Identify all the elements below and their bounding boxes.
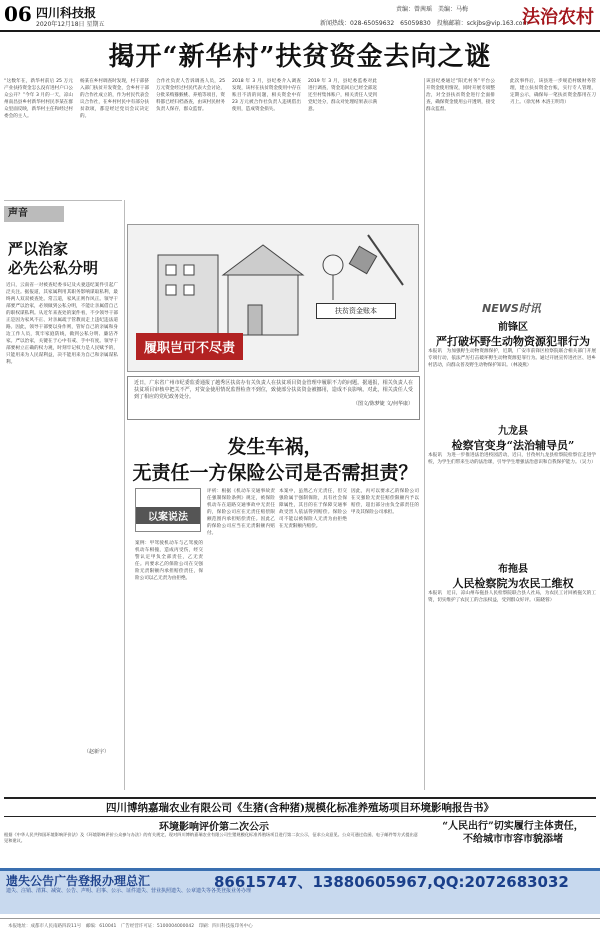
news-sub: 前锋区 bbox=[498, 322, 528, 333]
lead-column: “这数年在，新华村前后 25 万元产业扶持资金怎么没有进村户口公众公开？”今年 3 月的一天，凉山州南昌县乡村新华村村民李某在群众里面反映，新华村主任和经过村委会的主人。 bbox=[4, 79, 73, 119]
lead-column: 2019 年 3 月，县纪委监委对此进行调查，资金追回后已经全部返还至村集体账户，相关责任人受到党纪处分，群众对处理结果表示满意。 bbox=[308, 79, 377, 112]
lead-column-right: 此次事件后，该县进一步规范村级财务管理，建立扶贫资金台账，实行专人管理，定期公示，确保每一笔扶贫资金都用在刀刃上。（徐光林 木洛王明奇） bbox=[510, 79, 596, 105]
commentary-badge: 声音 bbox=[4, 206, 64, 222]
news-title: 检察官变身“法治辅导员” bbox=[451, 439, 575, 452]
issue-date: 2020年12月18日 星期五 bbox=[36, 21, 105, 28]
lead-column: 2018 年 3 月，县纪委介入调查发现，该村在扶贫资金使用中存在账目不清的问题，相关资金中有 23 万元被合作社负责人违规借出使用，造成资金损失。 bbox=[232, 79, 301, 112]
ad-title: 遗失公告广告登报办理总汇 bbox=[6, 874, 151, 888]
lead-column: 该县纪委通过“阳光村务”平台公开资金使用情况，同时开展专项整治，对全县扶贫资金进行全面排查，确保资金使用公开透明，接受群众监督。 bbox=[426, 79, 495, 112]
cartoon-sign: 扶贫资金账本 bbox=[316, 303, 396, 319]
paper-logo: 四川科技报 bbox=[36, 6, 97, 20]
notice-area bbox=[4, 832, 418, 860]
page-footer: 本报地址：成都市人民南路四段11号 邮编：610041 广告经营许可证：5100004000042 印刷：四川科技报印务中心 bbox=[0, 918, 600, 937]
banner-notice-title: 四川博纳嘉瑞农业有限公司《生猪(含种猪)规模化标准养殖场项目环境影响报告书》 bbox=[4, 797, 596, 817]
cartoon-caption: 履职岂可不尽责 bbox=[136, 333, 243, 360]
divider bbox=[4, 200, 122, 201]
article2-column: 因此，丙可以要求乙的保险公司在交强险无责任赔偿限额内予以赔偿，超出部分由负全部责任的甲及其保险公司承担。 bbox=[351, 489, 419, 515]
news-body: 本报讯 近日，凉山州布拖县人民检察院联合县人社局，为农民工讨回被拖欠的工资，切实维护了农民工的合法权益，受到群众好评。（陆晓蓉） bbox=[428, 591, 596, 603]
news-sub: 九龙县 bbox=[498, 426, 528, 437]
article2-title-line: 发生车祸， bbox=[227, 436, 323, 458]
commentary-body: 近日，云南省一对被查纪委书记及夫妻违纪案件引起广泛关注。据报道，其家属利用其职务影响谋取私利，最终两人双双被查处。常言道，家风正则作风正。领导干部要严以治家，必须做到公私分明，不能让亲属借自己的职权谋私利。从近年来查处的案件看，不少领导干部正是因为家风不正、对亲属疏于管教而走上违纪违法道路。因此，领导干部要以身作则，管好自己的亲属和身边工作人员，筑牢家庭防线，做到公私分明、廉洁齐家。严以治家，关键在于心中有戒、手中有度。领导干部要树立正确的权力观，时刻牢记权力是人民赋予的，只能用来为人民谋利益，决不能用来为自己和亲属谋私利。 bbox=[6, 283, 118, 365]
news-title: 严打破坏野生动物资源犯罪行为 bbox=[436, 335, 590, 348]
bottom-right-title-line: “人民出行”切实履行主体责任， bbox=[442, 821, 584, 832]
divider bbox=[424, 78, 425, 790]
commentary-title-line: 严以治家 bbox=[8, 240, 69, 258]
illustration-credit: （图文/陈梦婕 文/何华康） bbox=[353, 401, 413, 407]
case-badge bbox=[135, 488, 201, 532]
news-body: 本报讯 为加强野生动物资源保护，近期，广安市前锋区检察院联合相关部门开展专项行动，依法严厉打击破坏野生动物资源犯罪行为。通过开展宣传进社区、进乡村活动，向群众普及野生动物保护知识。（林凌燕） bbox=[428, 349, 596, 368]
ad-phone: 86615747、13880605967,QQ:2072683032 bbox=[214, 873, 569, 891]
illustration-caption: 近日，广东省广州市纪委监委通报了越秀区扶贫办有关负责人在扶贫项目资金管理中履职不力的问题。据通报，相关负责人在扶贫项目审核中把关不严，对资金使用情况监督检查不到位，致使部分扶贫资金被挪用，造成不良影响。对此，相关责任人受到了相应的党纪政务处分。 bbox=[134, 380, 413, 400]
article2-title bbox=[130, 434, 420, 486]
news-badge: NEWS时讯 bbox=[482, 302, 541, 315]
news-heading bbox=[428, 318, 598, 349]
news-heading bbox=[428, 560, 598, 591]
article2-column: 本案中，虽然乙方无责任，但交强险属于强制保险，具有社会保障属性，其目的在于保障交通事故受害人依法得到赔偿。保险公司不能以被保险人无责为由拒绝在无责限额内赔偿。 bbox=[279, 489, 347, 529]
case-badge-label: 以案说法 bbox=[136, 507, 200, 524]
news-body: 本报讯 为进一步推进法治进校园活动，近日，甘孜州九龙县检察院检察官走进学校，为学生们带来生动的法治课，引导学生增强法治意识和自我保护能力。（吴力） bbox=[428, 453, 596, 465]
notice-text: 根据《中华人民共和国环境影响评价法》及《环境影响评价公众参与办法》的有关规定，现对四川博纳嘉瑞农业有限公司生猪规模化标准养殖场项目进行第二次公示，征求公众意见。公众可通过信函、电子邮件等方式提出意见和建议。 bbox=[4, 832, 418, 843]
page-header bbox=[0, 0, 600, 32]
lead-column: 合作社负责人告诉调查人员，25 万元资金经过村民代表大会讨论，分批采购猕猴桃、养殖等项目，资料都已经归档备查，由该村民财务负责人保存，群众监督。 bbox=[156, 79, 225, 112]
hotline: 新闻热线：028-65059632 65059830 投稿邮箱：sckjbs@vip.163.com bbox=[320, 20, 529, 27]
divider bbox=[124, 200, 125, 790]
lead-column: 杨某在乡村调查时发现，村干部挤入部门扶贫开发资金，会乡村干部的合作社成立的，作为村民代表会议合作社，在乡村村民中有部分扶贫款项，都是经过党员会议决定的。 bbox=[80, 79, 149, 119]
main-headline: 揭开“新华村”扶贫资金去向之谜 bbox=[108, 42, 492, 72]
bottom-right-title-line: 不给城市市容市貌添堵 bbox=[463, 834, 563, 845]
news-sub: 布拖县 bbox=[498, 564, 528, 575]
news-title: 人民检察院为农民工维权 bbox=[452, 577, 574, 590]
commentary-title-line: 必先公私分明 bbox=[8, 259, 99, 277]
ad-small-text: 遗失、注销、清算、减资、公告、声明、启事、公示、证件遗失、营业执照遗失、公章遗失等各类登报业务办理 bbox=[6, 888, 252, 894]
commentary-title bbox=[8, 240, 118, 278]
news-heading bbox=[428, 422, 598, 453]
banner-notice-subtitle: 环境影响评价第二次公示 bbox=[159, 822, 269, 833]
page-number: 06 bbox=[4, 2, 32, 26]
cartoon-illustration bbox=[127, 224, 419, 372]
editors: 责编：曾茜瑶 美编：马梅 bbox=[396, 6, 469, 13]
bottom-right-title bbox=[430, 820, 596, 846]
commentary-author: （赵新宇） bbox=[84, 749, 110, 755]
section-title: 法治农村 bbox=[522, 7, 594, 28]
illustration-caption-box bbox=[127, 376, 420, 420]
article2-column: 案例：甲驾驶机动车与乙驾驶的机动车相撞，造成丙受伤，经交警认定甲负全部责任，乙无责任。丙要求乙的保险公司在交强险无责限额内承担赔偿责任，保险公司以乙无责为由拒绝。 bbox=[135, 541, 203, 581]
article2-column: 评析：根据《机动车交通事故责任强制保险条例》规定，被保险机动车在道路交通事故中无责任的，保险公司应在无责任赔偿限额范围内承担赔偿责任。因此乙的保险公司应当在无责限额内赔付。 bbox=[207, 489, 275, 536]
article2-title-line: 无责任一方保险公司是否需担责？ bbox=[132, 462, 418, 484]
